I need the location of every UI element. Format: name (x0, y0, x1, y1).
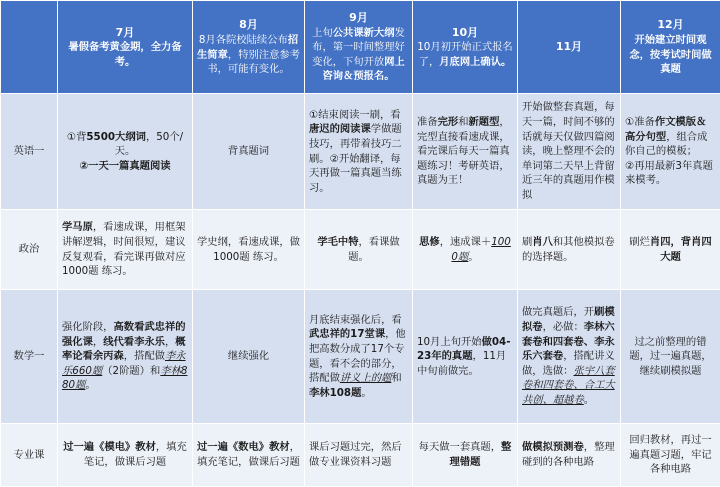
subject-label: 政治 (1, 210, 58, 290)
month-label: 7月 (62, 25, 188, 41)
english-august: 背真题词 (193, 94, 305, 210)
politics-august: 学史纲，看速成课，做1000题 练习。 (193, 210, 305, 290)
english-october: 准备完形和新题型，完型直接看速成课，看完课后每天一篇真题练习！考研英语，真题为王！ (413, 94, 518, 210)
row-english (1, 94, 720, 210)
politics-september: 学毛中特，看课做题。 (305, 210, 413, 290)
politics-november: 刷肖八和其他模拟卷的选择题。 (518, 210, 621, 290)
pro-november: 做模拟预测卷，整理碰到的各种电路 (518, 424, 621, 487)
subject-label: 专业课 (1, 424, 58, 487)
row-professional (1, 424, 720, 487)
politics-december: 刷烂肖四，背肖四大题 (621, 210, 720, 290)
month-label: 12月 (625, 17, 716, 33)
row-politics (1, 210, 720, 290)
politics-july: 学马原，看速成课，用框架讲解逻辑，时间很短，建议反复观看，看完课再做对应1000题 练习。 (58, 210, 193, 290)
header-august (193, 1, 305, 94)
math-october: 10月上旬开始做04-23年的真题，11月中旬前做完。 (413, 290, 518, 424)
month-label: 8月 (197, 17, 300, 33)
math-july: 强化阶段，高数看武忠祥的强化课，线代看李永乐，概率论看余丙森，搭配做李永乐660题（2阶题）和李林880题。 (58, 290, 193, 424)
pro-august: 过一遍《数电》教材，填充笔记，做课后习题 (193, 424, 305, 487)
corner-cell (1, 1, 58, 94)
header-september-text: 上旬公共课新大纲发布，第一时间整理好变化，下旬开放网上咨询＆预报名。 (309, 26, 408, 84)
english-july: ①背5500大纲词，50个/天。 ②一天一篇真题阅读 (58, 94, 193, 210)
header-july-text: 暑假备考黄金期，全力备考。 (62, 40, 188, 69)
header-october (413, 1, 518, 94)
month-label: 9月 (309, 10, 408, 26)
header-december-text: 开始建立时间观念，按考试时间做真题 (625, 33, 716, 77)
subject-label: 数学一 (1, 290, 58, 424)
math-november: 做完真题后，开刷模拟卷，必做：李林六套卷和四套卷、李永乐六套卷，搭配讲义做，选做：张宇八套卷和四套卷、合工大共创、超越卷。 (518, 290, 621, 424)
pro-october: 每天做一套真题，整理错题 (413, 424, 518, 487)
header-august-text: 8月各院校陆续公布招生简章，特别注意参考书，可能有变化。 (197, 33, 300, 77)
header-row (1, 1, 720, 94)
english-november: 开始做整套真题，每天一篇，时间不够的话就每天仅做四篇阅读，晚上整理不会的单词第二天早上背留近三年的真题用作模拟 (518, 94, 621, 210)
math-august: 继续强化 (193, 290, 305, 424)
subject-label: 英语一 (1, 94, 58, 210)
pro-september: 课后习题过完，然后做专业课资料习题 (305, 424, 413, 487)
row-math (1, 290, 720, 424)
math-december: 过之前整理的错题，过一遍真题，继续刷模拟题 (621, 290, 720, 424)
header-october-text: 10月初开始正式报名了，月底网上确认。 (417, 40, 513, 69)
pro-july: 过一遍《模电》教材，填充笔记，做课后习题 (58, 424, 193, 487)
month-label: 11月 (522, 39, 616, 55)
pro-december: 回归教材，再过一遍真题习题，牢记各种电路 (621, 424, 720, 487)
month-label: 10月 (417, 25, 513, 41)
header-july (58, 1, 193, 94)
english-september: ①结束阅读一刷，看唐迟的阅读课学做题技巧，再带着技巧二刷。②开始翻译，每天再做一篇真题当练习。 (305, 94, 413, 210)
english-december: ①准备作文模版＆高分句型，组合成你自己的模板； ②再用最新3年真题来模考。 (621, 94, 720, 210)
header-november (518, 1, 621, 94)
header-december (621, 1, 720, 94)
math-september: 月底结束强化后，看武忠祥的17堂课，他把高数分成了17个专题，看不会的部分，搭配做讲义上的题和李林108题。 (305, 290, 413, 424)
header-september (305, 1, 413, 94)
politics-october: 思修，速成课＋1000题。 (413, 210, 518, 290)
